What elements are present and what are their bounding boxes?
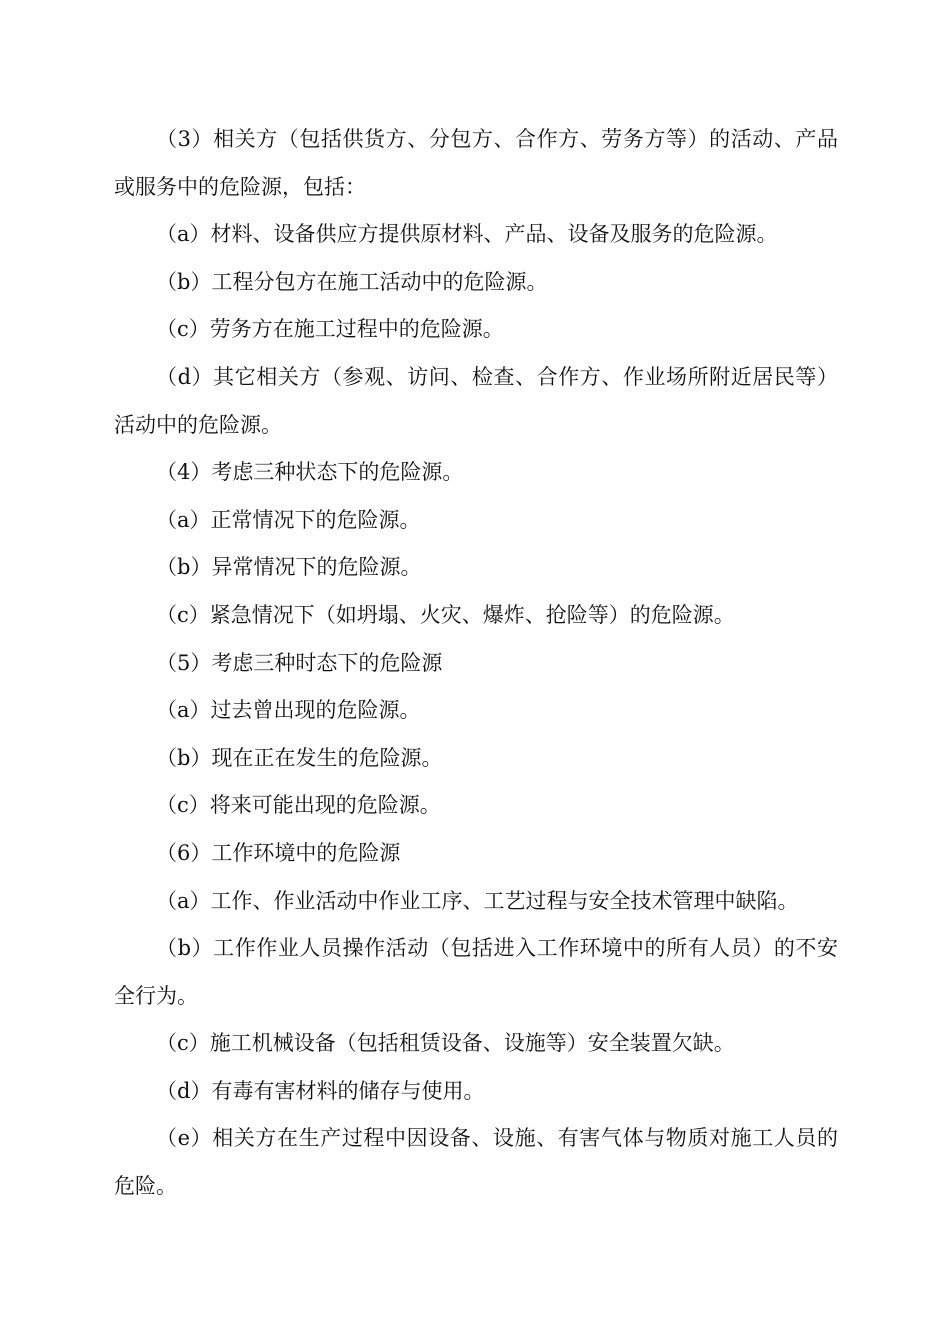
paragraph: （d）有毒有害材料的储存与使用。 <box>156 1078 485 1103</box>
paragraph: （e）相关方在生产过程中因设备、设施、有害气体与物质对施工人员的危险。 <box>114 1126 838 1199</box>
paragraph: （a）过去曾出现的危险源。 <box>156 698 421 723</box>
paragraph: （6）工作环境中的危险源 <box>156 840 401 865</box>
paragraph: （d）其它相关方（参观、访问、检查、合作方、作业场所附近居民等）活动中的危险源。 <box>114 364 838 437</box>
paragraph: （b）异常情况下的危险源。 <box>156 555 422 580</box>
paragraph: （c）将来可能出现的危险源。 <box>156 793 441 818</box>
paragraph: （b）工作作业人员操作活动（包括进入工作环境中的所有人员）的不安全行为。 <box>114 936 838 1008</box>
paragraph: （a）材料、设备供应方提供原材料、产品、设备及服务的危险源。 <box>156 222 778 247</box>
paragraph: （a）正常情况下的危险源。 <box>156 507 421 532</box>
paragraph: （4）考虑三种状态下的危险源。 <box>156 460 464 485</box>
paragraph: （b）现在正在发生的危险源。 <box>156 745 443 770</box>
document-body <box>114 116 838 1211</box>
paragraph: （a）工作、作业活动中作业工序、工艺过程与安全技术管理中缺陷。 <box>156 888 799 913</box>
paragraph: （5）考虑三种时态下的危险源 <box>156 650 443 675</box>
paragraph: （3）相关方（包括供货方、分包方、合作方、劳务方等）的活动、产品或服务中的危险源，包括： <box>114 127 838 199</box>
paragraph: （c）紧急情况下（如坍塌、火灾、爆炸、抢险等）的危险源。 <box>156 602 735 627</box>
paragraph: （c）施工机械设备（包括租赁设备、设施等）安全装置欠缺。 <box>156 1031 735 1056</box>
paragraph: （b）工程分包方在施工活动中的危险源。 <box>156 269 548 294</box>
paragraph: （c）劳务方在施工过程中的危险源。 <box>156 317 504 342</box>
